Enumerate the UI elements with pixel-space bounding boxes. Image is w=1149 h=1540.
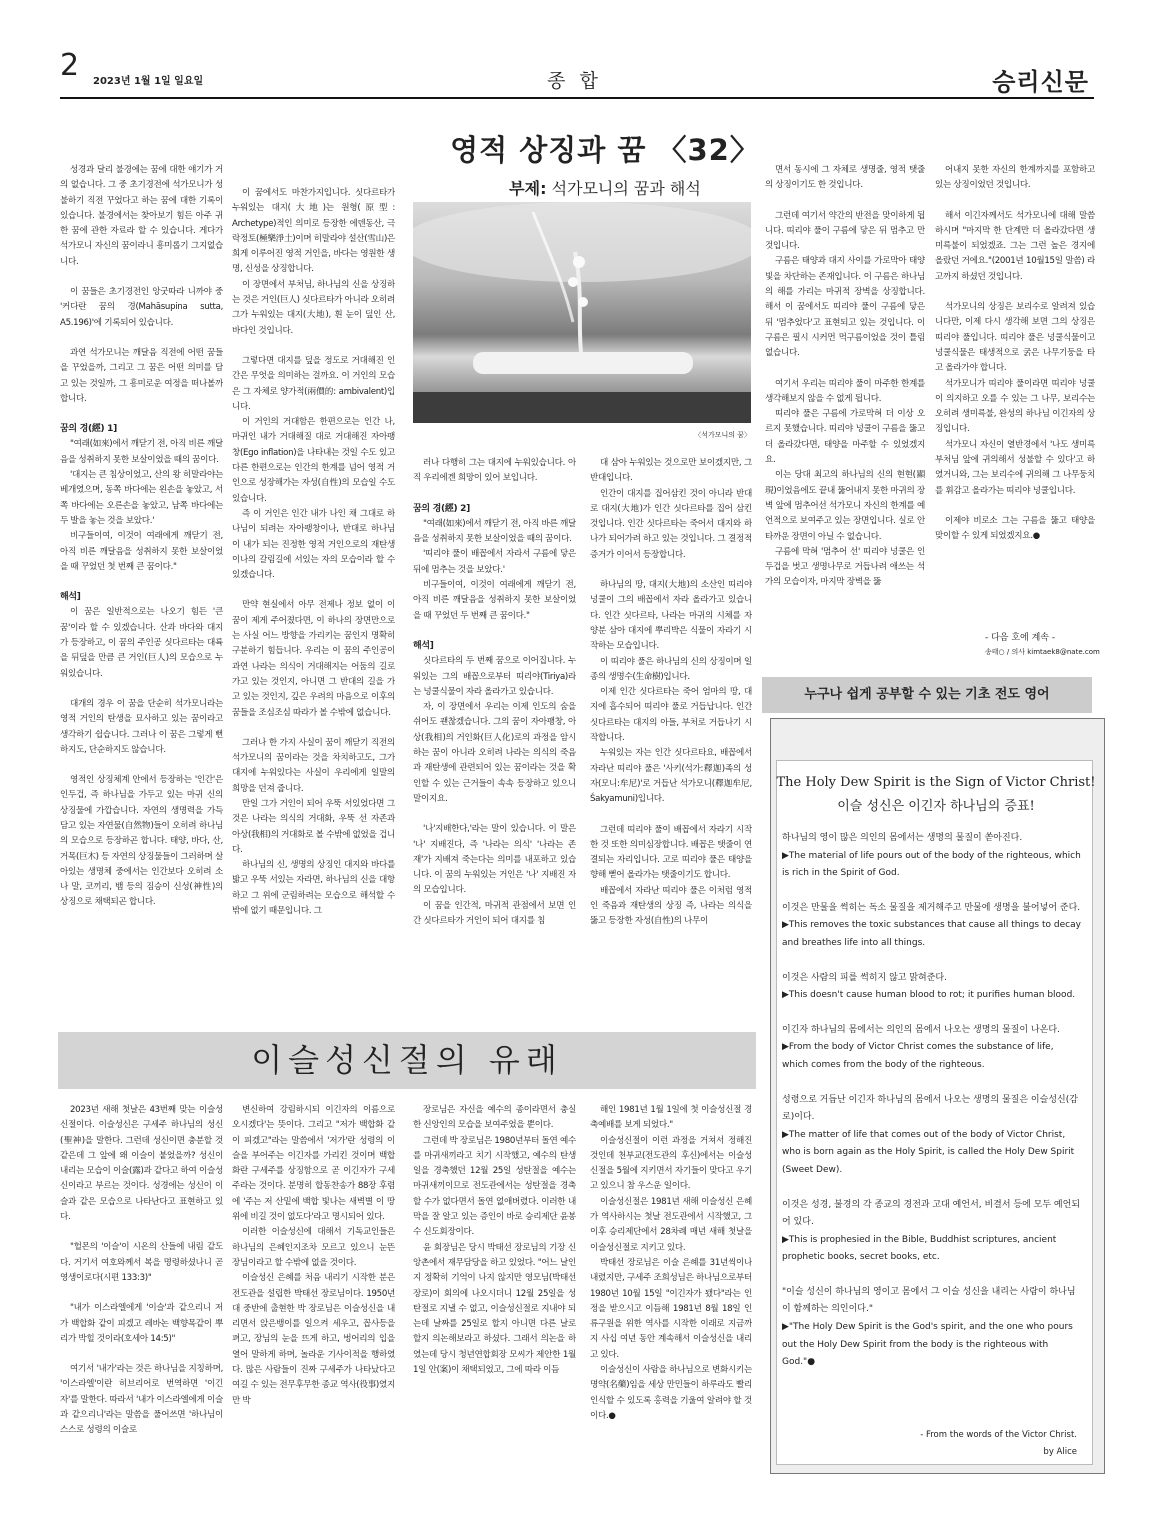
article-column-3 — [413, 456, 576, 1023]
second-article-column-2 — [232, 1103, 395, 1483]
paragraph: 여기서 우리는 띠리야 풀이 마주한 한계를 생각해보지 않을 수 없게 됩니다. — [765, 378, 925, 404]
lesson-english: ▶From the body of Victor Christ comes the substance of life, which comes from the body of the righteous. — [782, 1042, 1054, 1070]
english-box-credit: - From the words of the Victor Christ. — [920, 1430, 1077, 1440]
interpretation-heading: 해석] — [60, 592, 81, 603]
article-column-1 — [60, 163, 223, 1023]
lesson-item — [782, 830, 1082, 883]
paragraph: "여래(如來)에서 깨닫기 전, 아직 비른 깨달음을 성취하지 못한 보살이었을 때의 꿈이다. — [60, 439, 223, 465]
paragraph: 과연 석가모니는 깨달음 직전에 어떤 꿈들을 꾸었을까, 그리고 그 꿈은 어떤 의미를 담고 있는 것일까, 그 흥미로운 여정을 떠나볼까 합니다. — [60, 347, 223, 404]
lesson-english: ▶This is prophesied in the Bible, Buddhist scriptures, ancient prophetic books, secret books, etc. — [782, 1234, 1057, 1263]
paragraph: 배꼽에서 자라난 띠리야 풀은 이처럼 영적인 죽음과 재탄생의 상징 즉, 나라는 의식을 뚫고 등장한 자성(自性)의 나무이 — [590, 885, 752, 927]
lesson-korean: 이긴자 하나님의 몸에서는 의인의 몸에서 나오는 생명의 물질이 나온다. — [782, 1024, 1060, 1035]
paragraph: 석가모니가 띠리야 풀이라면 띠리야 넝쿨이 의지하고 오를 수 있는 그 나무, 보리수는 오히려 생미륵불, 완성의 하나님 이긴자의 상징입니다. — [935, 378, 1095, 435]
issue-date: 2023년 1월 1일 일요일 — [93, 76, 204, 87]
article-photo — [413, 202, 751, 423]
paragraph: 만약 현실에서 아무 전제나 정보 없이 이 꿈이 제게 주어졌다면, 이 하나의 장면만으로는 사실 어느 방향을 가리키는 꿈인지 명확히 구분하기 힘듭니다. 우리는 이 꿈의 주인공이 과연 나라는 의식이 거대해지는 어둠의 길로 가고 있는 것인지, 아니면 그 반대의 길을 가고 있는 것인지, 깊은 우려의 마음으로 이후의 꿈들을 조심조심 따라가 볼 수밖에 없습니다. — [232, 600, 395, 718]
paragraph: 구름에 막혀 '멈추어 선' 띠리야 넝쿨은 인두겁을 벗고 생명나무로 거듭나려 애쓰는 석가의 모습이자, 마지막 장벽을 뚫 — [765, 546, 925, 588]
paragraph: 이 장면에서 부처님, 하나님의 신을 상징하는 것은 거인(巨人) 싯다르타가 아니라 오히려 그가 누워있는 대지(大地), 흰 눈이 덮인 산, 바다인 것입니다. — [232, 279, 395, 336]
english-box-body — [782, 830, 1082, 1389]
lesson-korean: "이슬 성신이 하나님의 영이고 몸에서 그 이슬 성신을 내리는 사람이 하나님이 함께하는 의인이다." — [782, 1286, 1076, 1315]
paragraph: 구름은 태양과 대지 사이를 가로막아 태양빛을 차단하는 존재입니다. 이 구름은 하나님의 해를 가리는 마귀적 장벽을 상징합니다. 해서 이 꿈에서도 띠리야 풀이 구름에 닿은 뒤 '멈추었다'고 표현되고 있는 것입니다. 이 구름은 필시 시커먼 먹구름이었을 것이 틀림없습니다. — [765, 256, 925, 359]
paragraph: 이 꿈은 일반적으로는 나오기 힘든 '큰 꿈'이라 할 수 있겠습니다. 산과 바다와 대지가 등장하고, 이 꿈의 주인공 싯다르타는 대륙을 뒤덮을 만큼 큰 거인(巨人)의 모습으로 누워있습니다. — [60, 607, 223, 679]
subtitle-text: 석가모니의 꿈과 해석 — [551, 179, 701, 198]
paragraph: 이 띠리야 풀은 하나님의 신의 상징이며 일종의 생명수(生命樹)입니다. — [590, 656, 752, 682]
article-subtitle — [430, 176, 780, 199]
paragraph: 이제 인간 싯다르타는 죽어 엄마의 땅, 대지에 흡수되어 띠리야 풀로 거듭납니다. 인간 싯다르타는 대지의 아들, 부처로 거듭나기 시작합니다. — [590, 687, 752, 744]
lesson-english: ▶The matter of life that comes out of the body of Victor Christ, who is born again as the Holy Spirit, is called the Holy Dew Spirit (Sweet Dew). — [782, 1129, 1075, 1175]
paragraph: 누워있는 자는 인간 싯다르타요, 배꼽에서 자라난 띠리야 풀은 '사키(석가:釋迦)족의 성자(모니:牟尼)'로 거듭난 석가모니(釋迦牟尼, Śakyamuni)입니다. — [590, 748, 752, 805]
paragraph: 이 꿈들은 초기경전인 앙굿따라 니까야 중 '커다란 꿈의 경(Mahāsupina sutta, A5.196)'에 기록되어 있습니다. — [60, 287, 223, 328]
paragraph: 러나 다행히 그는 대지에 누워있습니다. 아직 우리에겐 희망이 있어 보입니다. — [413, 458, 576, 484]
dream-heading-2: 꿈의 경(經) 2] — [413, 503, 470, 514]
paragraph: 싯다르타의 두 번째 꿈으로 이어집니다. 누워있는 그의 배꼽으로부터 띠리야(Tiriya)라는 넝쿨식물이 자라 올라가고 있습니다. — [413, 656, 576, 697]
lesson-item — [782, 970, 1082, 1005]
paragraph: 석가모니의 상징은 보리수로 알려져 있습니다만, 이제 다시 생각해 보면 그의 상징은 띠리야 풀입니다. 띠리야 풀은 넝쿨식물이고 넝쿨식물은 태생적으로 굵은 나무기둥을 타고 올라가야 합니다. — [935, 302, 1095, 374]
paragraph: 윤 회장님은 당시 박태선 장로님의 기장 신앙촌에서 재무담당을 하고 있었다. "어느 날인지 정확히 기억이 나지 않지만 영모님(박태선 장로)이 회의에 나오시더니 12월 25일을 성탄절로 지낼 수 없고, 이슬성신절로 지내야 되는데 날짜를 25일로 할지 아니면 다른 날로 할지 의논해보라고 하셨다. 그래서 의논을 하였는데 당시 청년연합회장 모씨가 제안한 1월 1일 안(案)이 채택되었고, 그에 따라 이듬 — [413, 1242, 576, 1376]
photo-caption: 〈석가모니의 꿈〉 — [694, 431, 751, 439]
paragraph: 만일 그가 거인이 되어 우뚝 서있었다면 그것은 나라는 의식의 거대화, 우뚝 선 자존과 아상(我相)의 거대화로 볼 수밖에 없었을 겁니다. — [232, 798, 395, 855]
section-title: 종 합 — [547, 70, 602, 92]
second-article-column-3 — [413, 1103, 576, 1483]
lesson-item — [782, 1284, 1082, 1372]
paragraph: 비구들이여, 이것이 여래에게 깨닫기 전, 아직 비른 깨달음을 성취하지 못한 보살이었을 때 꾸었던 첫 번째 큰 꿈이다." — [60, 531, 223, 572]
paragraph: 이제야 비로소 그는 구름을 뚫고 태양을 맞이할 수 있게 되었겠지요.● — [935, 515, 1095, 542]
paragraph: 하나님의 신, 생명의 상징인 대지와 바다를 밟고 우뚝 서있는 자라면, 하나님의 신을 대항하고 그 위에 군림하려는 모습으로 해석할 수밖에 없기 때문입니다. 그 — [232, 860, 395, 917]
paragraph: 대 삼아 누워있는 것으로만 보이겠지만, 그 반대입니다. — [590, 458, 752, 484]
english-box-title-ko: 이슬 성신은 이긴자 하나님의 증표! — [837, 799, 1035, 814]
paragraph: "헐몬의 '이슬'이 시온의 산들에 내림 같도다. 거기서 여호와께서 복을 명령하셨나니 곧 영생이로다(시편 133:3)" — [60, 1242, 223, 1283]
lesson-english: ▶This doesn't cause human blood to rot; it purifies human blood. — [782, 990, 1076, 1001]
paragraph: "내가 이스라엘에게 '이슬'과 같으리니 저가 백합화 같이 피겠고 레바논 백향목같이 뿌리가 박힐 것이라(호세아 14:5)" — [60, 1303, 223, 1344]
paragraph: 이슬성신이 사람을 하나님으로 변화시키는 명약(名藥)임을 세상 만민들이 하루라도 빨리 인식할 수 있도록 홍력을 기울여 알려야 할 것이다.● — [590, 1365, 752, 1421]
paragraph: 이 거인의 거대함은 한편으로는 인간 나, 마귀인 내가 거대해질 대로 거대해진 자아팽창(Ego inflation)을 나타내는 것일 수도 있고 다른 한편으로는 인간의 한계를 넘어 영적 거인으로 성장해가는 자성(自性)의 모습일 수도 있습니다. — [232, 417, 395, 504]
paragraph: '띠리야 풀이 배꼽에서 자라서 구름에 닿은 뒤에 멈추는 것을 보았다.' — [413, 549, 576, 575]
paragraph: 비구들이여, 이것이 여래에게 깨닫기 전, 아직 비른 깨달음을 성취하지 못한 보살이었을 때 꾸었던 두 번째 큰 꿈이다." — [413, 580, 576, 621]
article-column-5 — [765, 163, 925, 663]
photo-illustration — [413, 202, 751, 423]
lesson-english: ▶The material of life pours out of the body of the righteous, which is rich in the Spirit of God. — [782, 850, 1081, 879]
lesson-item — [782, 1092, 1082, 1180]
paragraph: 석가모니 자신이 열반경에서 '나도 생미륵 부처님 앞에 귀의해서 성불할 수 있다'고 하였거니와, 그는 보리수에 귀의해 그 나무둥치를 휘감고 올라가는 띠리야 넝쿨입니다. — [935, 439, 1095, 496]
paragraph: 이 꿈에서도 마찬가지입니다. 싯다르타가 누워있는 대지(大地)는 원형(原型: Archetype)적인 의미로 등장한 에덴동산, 극락정토(極樂淨土)이며 히말라야 설산(雪山)은 희게 이루어진 영적 거인을, 바다는 영원한 생명, 신성을 상징합니다. — [232, 188, 395, 275]
paragraph: '대지는 큰 침상이었고, 산의 왕 히말라야는 베개였으며, 동쪽 바다에는 왼손을 놓았고, 서쪽 바다에는 오른손을 놓았고, 남쪽 바다에는 두 발을 놓는 것을 보았다.' — [60, 470, 223, 526]
paragraph: 이러한 이슬성신에 대해서 기독교인들은 하나님의 은혜인지조차 모르고 있으니 눈뜬 장님이라고 할 수밖에 없을 것이다. — [232, 1227, 395, 1268]
paragraph: 인간이 대지를 집어삼킨 것이 아니라 반대로 대지(大地)가 인간 싯다르타를 집어 삼킨 것입니다. 인간 싯다르타는 죽어서 대지와 하나가 되어가려 하고 있는 것입니다. 그 결정적 증거가 이어서 등장합니다. — [590, 488, 752, 560]
lesson-korean: 이것은 성경, 불경의 각 종교의 경전과 고대 예언서, 비결서 등에 모두 예언되어 있다. — [782, 1199, 1081, 1228]
lesson-item — [782, 1197, 1082, 1267]
paragraph: 이슬성신절은 1981년 새해 이슬성신 은혜가 역사하시는 첫날 전도관에서 시작했고, 그 이후 승리제단에서 28차례 매년 새해 첫날을 이슬성신절로 지키고 있다. — [590, 1196, 752, 1253]
paragraph: 해인 1981년 1월 1일에 첫 이슬성신절 경축예배를 보게 되었다." — [590, 1105, 752, 1131]
interpretation-heading: 해석] — [413, 640, 434, 651]
paragraph: '나'지배한다,'라는 말이 있습니다. 이 말은 '나' 지배진다, 즉 '나라는 의식' '나라는 존재'가 지배져 죽는다는 의미를 내포하고 있습니다. 이 꿈의 누워있는 거인은 '나' 지배진 자의 모습입니다. — [413, 824, 576, 896]
paragraph: 영적인 상징체계 안에서 등장하는 '인간'은 인두겁, 즉 하나님을 가두고 있는 마귀 신의 상징물에 가깝습니다. 자연의 생명력을 가득 담고 있는 자연물(自然物)들이 오히려 하나님의 모습으로 등장하곤 합니다. 태양, 바다, 산, 거목(巨木) 등 자연의 상징물들이 그러하며 살아있는 생명체 중에서는 인간보다 오히려 소나 말, 코끼리, 뱀 등의 짐승이 신성(神性)의 상징으로 채택되곤 합니다. — [60, 775, 223, 908]
lesson-english: ▶This removes the toxic substances that cause all things to decay and breathes life into all things. — [782, 920, 1081, 948]
lesson-korean: 하나님의 영이 많은 의인의 몸에서는 생명의 물질이 쏟아진다. — [782, 833, 1023, 843]
second-article-column-1 — [60, 1103, 223, 1483]
english-box-header: 누구나 쉽게 공부할 수 있는 기초 전도 영어 — [762, 677, 1092, 713]
paragraph: 하나님의 땅, 대지(大地)의 소산인 띠리야 넝쿨이 그의 배꼽에서 자라 올라가고 있습니다. 인간 싯다르타, 나라는 마귀의 시체를 자양분 삼아 대지에 뿌리박은 식물이 자라기 시작하는 모습입니다. — [590, 580, 752, 652]
paragraph: 띠리야 풀은 구름에 가로막혀 더 이상 오르지 못했습니다. 띠리야 넝쿨이 구름을 뚫고 더 올라갔다면, 태양을 마주할 수 있었겠지요. — [765, 409, 925, 466]
english-box-title-en: The Holy Dew Spirit is the Sign of Victor Christ! — [776, 775, 1096, 790]
paragraph: 이슬성신 은혜를 처음 내리기 시작한 분은 전도관을 설립한 박태선 장로님이다. 1950년대 중반에 출현한 박 장로님은 이슬성신을 내리면서 앉은뱅이를 일으켜 세우고, 꼽사등을 펴고, 장님의 눈을 뜨게 하고, 벙어리의 입을 열어 말하게 하며, 놀라운 기사이적을 행하였다. 많은 사람들이 진짜 구세주가 나타났다고 여길 수 있는 전무후무한 종교 역사(役事)였지만 박 — [232, 1273, 395, 1406]
paragraph: 그런데 여기서 약간의 반전을 맞이하게 됩니다. 띠리야 풀이 구름에 닿은 뒤 멈추고 만 것입니다. — [765, 210, 925, 252]
paragraph: 박태선 장로님은 이슬 은혜를 31년씩이나 내렸지만, 구세주 조희성님은 하나님으로부터 1980년 10월 15일 "이긴자가 됐다"라는 인정을 받으시고 이듬해 1981년 8월 18일 인류구원을 위한 역사를 시작한 이래로 지금까지 사십 여년 동안 계속해서 이슬성신을 내리고 있다. — [590, 1257, 752, 1360]
page-number: 2 — [60, 48, 80, 83]
article-column-6 — [935, 163, 1095, 623]
article-title: 영적 상징과 꿈 〈32〉 — [450, 133, 760, 167]
second-article-title: 이슬성신절의 유래 — [58, 1032, 756, 1089]
masthead-rule — [60, 97, 1094, 99]
paragraph: 그러나 한 가지 사실이 꿈이 깨닫기 직전의 석가모니의 꿈이라는 것을 차치하고도, 그가 대지에 누워있다는 사실이 우리에게 일말의 희망을 던져 줍니다. — [232, 737, 395, 794]
paragraph: 장로님은 자신을 예수의 종이라면서 충실한 신앙인의 모습을 보여주었을 뿐이다. — [413, 1105, 576, 1131]
paragraph: 이 꿈을 인간적, 마귀적 관점에서 보면 인간 싯다르타가 거인이 되어 대지를 침 — [413, 900, 576, 927]
paragraph: 어내지 못한 자신의 한계까지를 포함하고 있는 상징이었던 것입니다. — [935, 165, 1095, 191]
paragraph: 면서 동시에 그 자체로 생명줄, 영적 탯줄의 상징이기도 한 것입니다. — [765, 165, 925, 191]
paragraph: 즉 이 거인은 인간 내가 나인 채 그대로 하나님이 되려는 자아팽창이나, 반대로 하나님이 내가 되는 진정한 영적 거인으로의 재탄생이나의 갈림길에 서있는 자의 모습이라 할 수 있겠습니다. — [232, 508, 395, 581]
lesson-korean: 이것은 만물을 썩히는 독소 물질을 제거해주고 만물에 생명을 불어넣어 준다. — [782, 902, 1081, 913]
paragraph: 성경과 달리 불경에는 꿈에 대한 얘기가 거의 없습니다. 그 중 초기경전에 석가모니가 성불하기 직전 꾸었다고 하는 꿈에 대한 기록이 있습니다. 불경에서는 찾아보기 힘든 아주 귀한 꿈에 관한 자료라 할 수 있습니다. 게다가 석가모니 자신의 꿈이라니 흥미롭기 그지없습니다. — [60, 165, 223, 267]
lesson-english: ▶"The Holy Dew Spirit is the God's spirit, and the one who pours out the Holy Dew Spirit from the body is the righteous with God."● — [782, 1322, 1073, 1368]
second-article-column-4 — [590, 1103, 752, 1483]
continued-note: - 다음 호에 계속 - — [985, 633, 1056, 643]
paragraph: 자, 이 장면에서 우리는 이제 인도의 숨을 쉬어도 괜찮겠습니다. 그의 꿈이 자아팽창, 아상(我相)의 거인화(巨人化)로의 과정을 암시하는 꿈이 아니라 오히려 나라는 의식의 죽음과 재탄생에 관련되어 있는 꿈이라는 것을 확인할 수 있는 근거들이 속속 등장하고 있으니 말이지요. — [413, 702, 576, 804]
paragraph: 이는 당대 최고의 하나님의 신의 현현(顯現)이었음에도 끝내 뚫어내지 못한 마귀의 장벽 앞에 멈추어선 석가모니 자신의 한계를 예언적으로 보여주고 있는 장면입니다. 실로 안타까운 장면이 아닐 수 없습니다. — [765, 470, 925, 542]
paper-name: 승리신문 — [992, 68, 1089, 96]
paragraph: 그런데 띠리야 풀이 배꼽에서 자라기 시작한 것 또한 의미심장합니다. 배꼽은 탯줄이 연결되는 자리입니다. 고로 띠리야 풀은 태양을 향해 뻗어 올라가는 탯줄이기도 합니다. — [590, 824, 752, 881]
paragraph: 이슬성신절이 이런 과정을 거쳐서 정해진 것인데 천부교(전도관의 후신)에서는 이슬성신절을 5월에 지키면서 자기들이 맞다고 우기고 있으니 참 우스운 일이다. — [590, 1135, 752, 1192]
dream-heading-1: 꿈의 경(經) 1] — [60, 424, 117, 435]
lesson-item — [782, 1022, 1082, 1075]
paragraph: 그렇다면 대지를 덮을 정도로 거대해진 인간은 무엇을 의미하는 걸까요. 이 거인의 모습은 그 자체로 양가적(兩價的: ambivalent)입니다. — [232, 355, 395, 412]
subtitle-label: 부제: — [509, 179, 547, 198]
article-column-2 — [232, 186, 395, 1024]
paragraph: 여기서 '내가'라는 것은 하나님을 지칭하며, '이스라엘'이란 히브리어로 번역하면 '이긴자'를 말한다. 따라서 '내가 이스라엘에게 이슬과 같으리니'라는 말씀을 풀어쓰면 '하나님이 스스로 성령의 이슬로 — [60, 1364, 223, 1436]
lesson-korean: 이것은 사람의 피를 썩히지 않고 맑혀준다. — [782, 972, 947, 983]
article-column-4 — [590, 456, 752, 1023]
english-box-author: by Alice — [1043, 1447, 1077, 1457]
lesson-item — [782, 900, 1082, 953]
paragraph: 해서 이긴자께서도 석가모니에 대해 말씀하시며 "마지막 한 단계만 더 올라갔다면 생미륵불이 되었겠죠. 그는 그런 높은 경지에 올랐던 거에요."(2001년 10월15일 말씀) 라고까지 하셨던 것입니다. — [935, 210, 1095, 282]
author-byline: 송태○ / 의사 kimtaek8@nate.com — [985, 648, 1100, 656]
lesson-korean: 성령으로 거듭난 이긴자 하나님의 몸에서 나오는 생명의 물질은 이슬성신(감로)이다. — [782, 1094, 1078, 1123]
paragraph: 대개의 경우 이 꿈을 단순히 석가모니라는 영적 거인의 탄생을 묘사하고 있는 꿈이라고 생각하기 쉽습니다. 그러나 이 꿈은 그렇게 뻔하지도, 단순하지도 않습니다. — [60, 698, 223, 755]
paragraph: 변신하여 강림하시되 이긴자의 이름으로 오시겠다'는 뜻이다. 그리고 "저가 백합화 같이 피겠고"라는 말씀에서 '저가'란 성령의 이슬을 부어주는 이긴자를 가리킨 것이며 백합화란 구세주를 상징함으로 곧 이긴자가 구세주라는 것이다. 분명히 합동찬송가 88장 후렴에 '주는 저 산밑에 백합 빛나는 새벽별 이 땅 위에 비길 것이 없도다'라고 명시되어 있다. — [232, 1105, 395, 1223]
paragraph: 2023년 새해 첫날은 43번째 맞는 이슬성신절이다. 이슬성신은 구세주 하나님의 성신(聖神)을 말한다. 그런데 성신이면 충분할 것 같은데 그 앞에 왜 이슬이 붙었을까? 성신이 내리는 모습이 이슬(露)과 같다고 하여 이슬성신이라고 부르는 것이다. 성경에는 성신이 이슬과 같은 모습으로 나타난다고 표현하고 있다. — [60, 1105, 223, 1223]
paragraph: 그런데 박 장로님은 1980년부터 돌연 예수를 마귀새끼라고 치기 시작했고, 예수의 탄생일을 경축했던 12월 25일 성탄절을 예수는 마귀새끼이므로 전도관에서는 성탄절을 경축할 수가 없다면서 돌연 없애버렸다. 이러한 내막을 잘 알고 있는 증인이 바로 승리제단 윤봉수 신도회장이다. — [413, 1135, 576, 1238]
paragraph: "여래(如來)에서 깨닫기 전, 아직 바른 깨달음을 성취하지 못한 보살이었을 때의 꿈이다. — [413, 518, 576, 545]
